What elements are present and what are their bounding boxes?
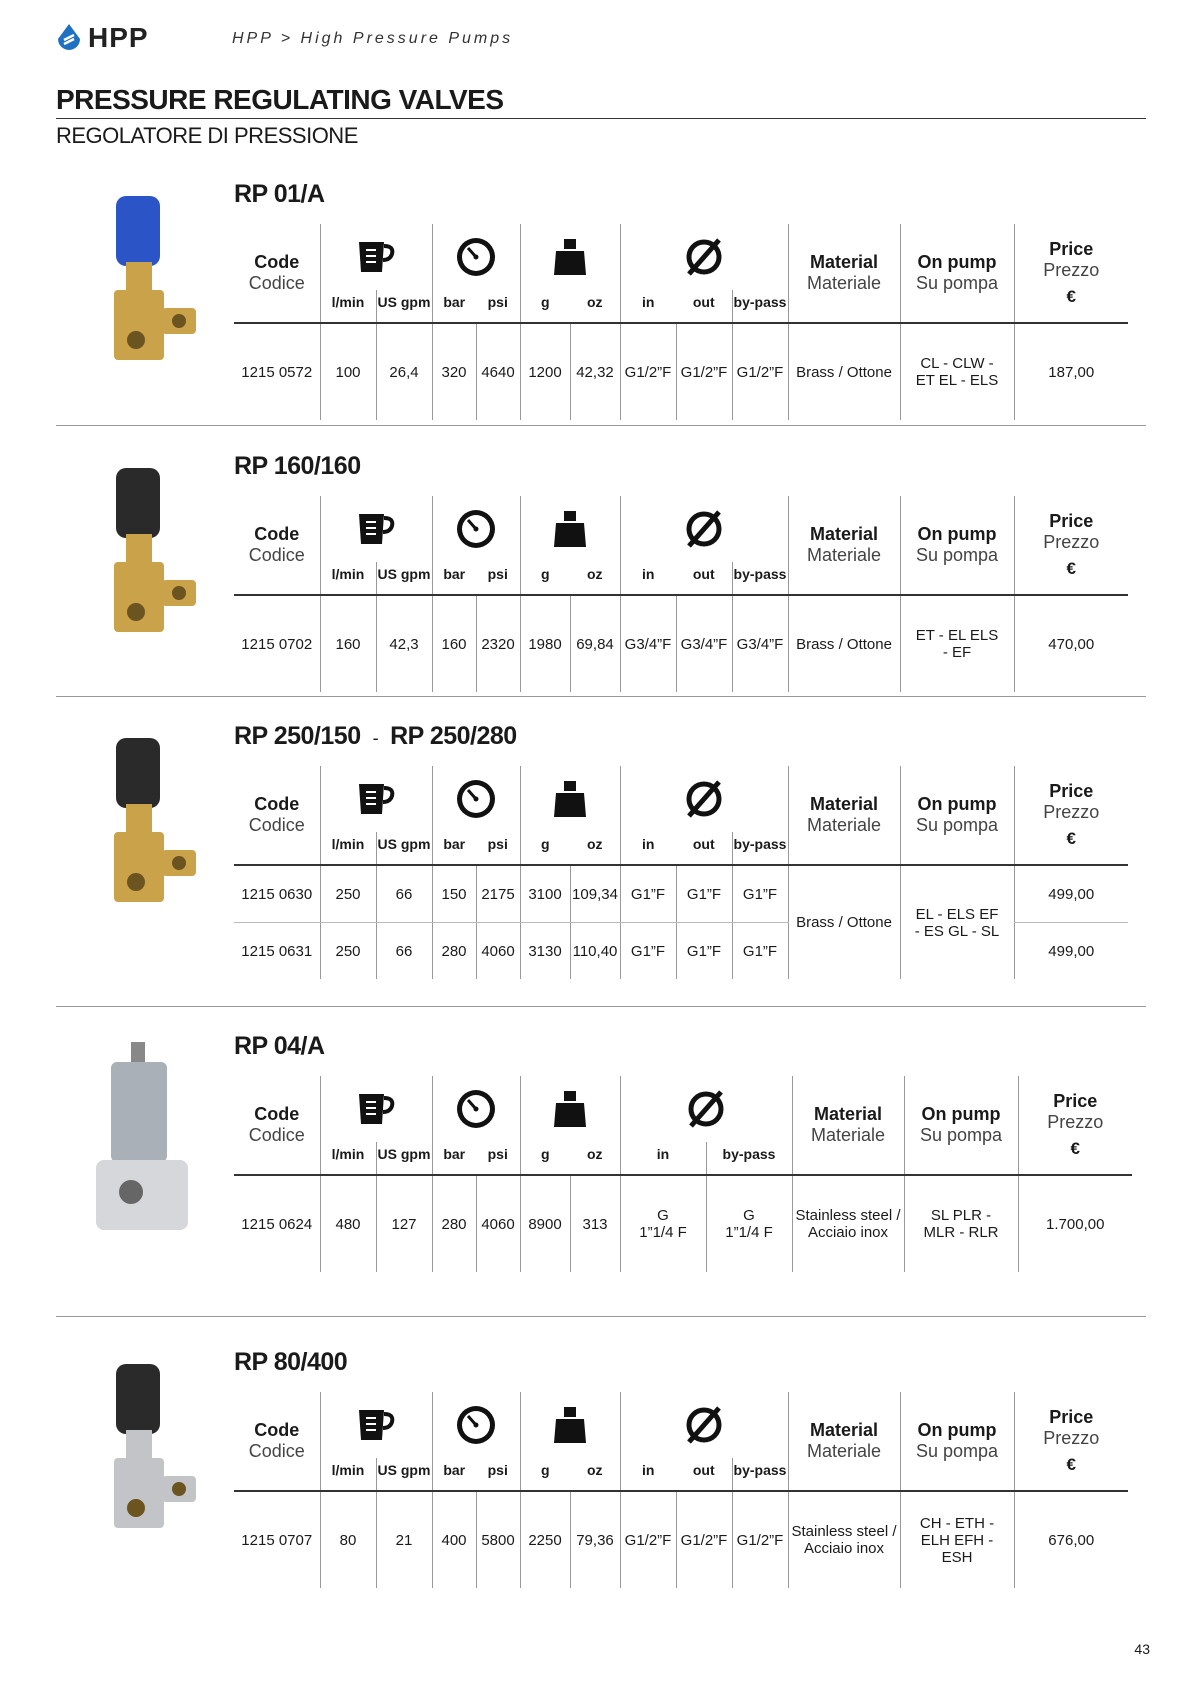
material-header: Material Materiale xyxy=(788,496,900,595)
product-block xyxy=(56,722,1146,962)
cell-onpump: CL - CLW - ET EL - ELS xyxy=(900,323,1014,420)
weight-header xyxy=(520,496,620,562)
cell-psi: 2320 xyxy=(476,595,520,692)
cell-price: 499,00 xyxy=(1014,923,1128,980)
pressure-gauge-icon xyxy=(455,1404,497,1446)
valve-image xyxy=(76,1358,206,1548)
subheader-g: g xyxy=(520,562,570,595)
price-header: Price Prezzo € xyxy=(1014,496,1128,595)
cell-bar: 280 xyxy=(432,1175,476,1272)
cell-usgpm: 42,3 xyxy=(376,595,432,692)
subheader-oz: oz xyxy=(570,1458,620,1491)
cell-price: 1.700,00 xyxy=(1018,1175,1132,1272)
spec-table xyxy=(234,1392,1128,1588)
subheader-psi: psi xyxy=(476,1458,520,1491)
section-divider xyxy=(56,1316,1146,1317)
cell-price: 499,00 xyxy=(1014,865,1128,923)
subheader-bypass: by-pass xyxy=(732,290,788,323)
cell-oz: 42,32 xyxy=(570,323,620,420)
cell-code: 1215 0630 xyxy=(234,865,320,923)
valve-image xyxy=(76,1042,206,1242)
cell-in: G 1”1/4 F xyxy=(620,1175,706,1272)
subheader-usgpm: US gpm xyxy=(376,832,432,865)
pressure-gauge-icon xyxy=(455,778,497,820)
product-name-text-2: RP 250/280 xyxy=(390,722,517,750)
page-subtitle: REGOLATORE DI PRESSIONE xyxy=(56,123,358,148)
hpp-logo xyxy=(56,22,149,54)
cell-material: Stainless steel / Acciaio inox xyxy=(788,1491,900,1588)
cell-lmin: 100 xyxy=(320,323,376,420)
table-row xyxy=(234,595,1128,692)
cell-bypass: G3/4”F xyxy=(732,595,788,692)
cell-in: G1/2”F xyxy=(620,1491,676,1588)
flow-jug-icon xyxy=(356,780,396,818)
valve-image xyxy=(76,190,206,380)
subheader-bypass: by-pass xyxy=(732,562,788,595)
pressure-header xyxy=(432,1076,520,1142)
onpump-header: On pump Su pompa xyxy=(900,766,1014,865)
subheader-psi: psi xyxy=(476,562,520,595)
subheader-lmin: l/min xyxy=(320,1142,376,1175)
pressure-gauge-icon xyxy=(455,508,497,550)
cell-bypass: G1”F xyxy=(732,865,788,923)
diameter-icon xyxy=(683,236,725,278)
section-divider xyxy=(56,425,1146,426)
spec-table xyxy=(234,1076,1132,1272)
product-name xyxy=(234,1348,347,1377)
weight-header xyxy=(520,1076,620,1142)
pressure-gauge-icon xyxy=(455,1088,497,1130)
flow-header xyxy=(320,766,432,832)
cell-in: G1”F xyxy=(620,865,676,923)
cell-price: 187,00 xyxy=(1014,323,1128,420)
title-block xyxy=(56,84,1146,149)
product-image xyxy=(76,462,226,657)
subheader-bypass: by-pass xyxy=(706,1142,792,1175)
cell-bypass: G 1”1/4 F xyxy=(706,1175,792,1272)
cell-usgpm: 66 xyxy=(376,865,432,923)
brand-text: HPP xyxy=(88,22,149,53)
subheader-g: g xyxy=(520,1458,570,1491)
connection-header xyxy=(620,224,788,290)
product-name xyxy=(234,452,361,481)
cell-oz: 109,34 xyxy=(570,865,620,923)
cell-code: 1215 0572 xyxy=(241,363,313,381)
pressure-header xyxy=(432,1392,520,1458)
material-header: Material Materiale xyxy=(788,1392,900,1491)
code-header: Code Codice xyxy=(234,1076,320,1175)
subheader-out: out xyxy=(676,290,732,323)
cell-bypass: G1”F xyxy=(732,923,788,980)
product-image xyxy=(76,1358,226,1553)
subheader-g: g xyxy=(520,832,570,865)
flow-header xyxy=(320,224,432,290)
subheader-oz: oz xyxy=(570,1142,620,1175)
connection-header xyxy=(620,496,788,562)
page-title: PRESSURE REGULATING VALVES xyxy=(56,84,1146,119)
cell-bypass: G1/2”F xyxy=(732,323,788,420)
diameter-icon xyxy=(683,1404,725,1446)
subheader-in: in xyxy=(620,1142,706,1175)
cell-psi: 4060 xyxy=(476,923,520,980)
connection-header xyxy=(620,1076,792,1142)
price-header: Price Prezzo € xyxy=(1014,1392,1128,1491)
weight-header xyxy=(520,1392,620,1458)
subheader-oz: oz xyxy=(570,832,620,865)
onpump-header: On pump Su pompa xyxy=(900,496,1014,595)
cell-usgpm: 66 xyxy=(376,923,432,980)
cell-lmin: 250 xyxy=(320,923,376,980)
weight-icon xyxy=(552,237,588,277)
product-block xyxy=(56,452,1146,692)
flow-jug-icon xyxy=(356,238,396,276)
product-block xyxy=(56,1032,1146,1272)
table-row xyxy=(234,865,1128,923)
cell-psi: 2175 xyxy=(476,865,520,923)
spec-table xyxy=(234,766,1128,979)
cell-code: 1215 0631 xyxy=(241,942,313,960)
diameter-icon xyxy=(685,1088,727,1130)
flow-jug-icon xyxy=(356,1406,396,1444)
subheader-psi: psi xyxy=(476,290,520,323)
subheader-lmin: l/min xyxy=(320,290,376,323)
cell-bar: 400 xyxy=(432,1491,476,1588)
cell-onpump: EL - ELS EF - ES GL - SL xyxy=(900,865,1014,979)
subheader-g: g xyxy=(520,290,570,323)
subheader-psi: psi xyxy=(476,1142,520,1175)
table-row xyxy=(234,1491,1128,1588)
valve-image xyxy=(76,732,206,922)
material-header: Material Materiale xyxy=(788,766,900,865)
cell-bypass: G1/2”F xyxy=(732,1491,788,1588)
cell-onpump: ET - EL ELS - EF xyxy=(900,595,1014,692)
product-name-text: RP 250/150 xyxy=(234,722,361,750)
cell-psi: 4640 xyxy=(476,323,520,420)
onpump-header: On pump Su pompa xyxy=(904,1076,1018,1175)
price-header: Price Prezzo € xyxy=(1018,1076,1132,1175)
subheader-psi: psi xyxy=(476,832,520,865)
cell-lmin: 250 xyxy=(320,865,376,923)
product-image xyxy=(76,1042,226,1247)
cell-g: 8900 xyxy=(520,1175,570,1272)
cell-code: 1215 0624 xyxy=(241,1215,313,1233)
subheader-bypass: by-pass xyxy=(732,1458,788,1491)
subheader-bar: bar xyxy=(432,1142,476,1175)
section-divider xyxy=(56,696,1146,697)
code-header: Code Codice xyxy=(234,496,320,595)
page-number: 43 xyxy=(1134,1641,1150,1657)
subheader-bar: bar xyxy=(432,562,476,595)
material-header: Material Materiale xyxy=(792,1076,904,1175)
cell-oz: 110,40 xyxy=(570,923,620,980)
cell-g: 3100 xyxy=(520,865,570,923)
subheader-oz: oz xyxy=(570,290,620,323)
subheader-in: in xyxy=(620,562,676,595)
cell-g: 1980 xyxy=(520,595,570,692)
product-image xyxy=(76,190,226,385)
cell-material: Brass / Ottone xyxy=(788,865,900,979)
flow-header xyxy=(320,1076,432,1142)
cell-usgpm: 127 xyxy=(376,1175,432,1272)
product-image xyxy=(76,732,226,927)
subheader-in: in xyxy=(620,1458,676,1491)
weight-header xyxy=(520,766,620,832)
flow-header xyxy=(320,496,432,562)
onpump-header: On pump Su pompa xyxy=(900,1392,1014,1491)
subheader-lmin: l/min xyxy=(320,832,376,865)
cell-oz: 79,36 xyxy=(570,1491,620,1588)
subheader-usgpm: US gpm xyxy=(376,1458,432,1491)
subheader-lmin: l/min xyxy=(320,1458,376,1491)
valve-image xyxy=(76,462,206,652)
cell-psi: 4060 xyxy=(476,1175,520,1272)
subheader-bar: bar xyxy=(432,1458,476,1491)
product-block xyxy=(56,1348,1146,1588)
cell-out: G1/2”F xyxy=(676,323,732,420)
subheader-bar: bar xyxy=(432,832,476,865)
code-header: Code Codice xyxy=(234,224,320,323)
subheader-bypass: by-pass xyxy=(732,832,788,865)
cell-material: Stainless steel / Acciaio inox xyxy=(792,1175,904,1272)
cell-bar: 150 xyxy=(432,865,476,923)
cell-lmin: 80 xyxy=(320,1491,376,1588)
weight-icon xyxy=(552,1405,588,1445)
product-name xyxy=(234,722,517,751)
cell-in: G1/2”F xyxy=(620,323,676,420)
pressure-header xyxy=(432,496,520,562)
pressure-header xyxy=(432,224,520,290)
product-name-text: RP 01/A xyxy=(234,180,325,208)
cell-out: G1”F xyxy=(676,923,732,980)
cell-usgpm: 26,4 xyxy=(376,323,432,420)
subheader-bar: bar xyxy=(432,290,476,323)
cell-code: 1215 0702 xyxy=(241,635,313,653)
cell-bar: 280 xyxy=(432,923,476,980)
price-header: Price Prezzo € xyxy=(1014,766,1128,865)
cell-oz: 313 xyxy=(570,1175,620,1272)
cell-material: Brass / Ottone xyxy=(788,323,900,420)
subheader-oz: oz xyxy=(570,562,620,595)
subheader-g: g xyxy=(520,1142,570,1175)
flow-jug-icon xyxy=(356,1090,396,1128)
subheader-usgpm: US gpm xyxy=(376,290,432,323)
section-divider xyxy=(56,1006,1146,1007)
cell-out: G1/2”F xyxy=(676,1491,732,1588)
cell-bar: 320 xyxy=(432,323,476,420)
breadcrumb[interactable]: HPP > High Pressure Pumps xyxy=(232,30,514,47)
table-row xyxy=(234,1175,1132,1272)
cell-onpump: SL PLR - MLR - RLR xyxy=(904,1175,1018,1272)
connection-header xyxy=(620,766,788,832)
subheader-lmin: l/min xyxy=(320,562,376,595)
code-header: Code Codice xyxy=(234,766,320,865)
product-name xyxy=(234,180,325,209)
cell-lmin: 480 xyxy=(320,1175,376,1272)
cell-in: G3/4”F xyxy=(620,595,676,692)
cell-g: 1200 xyxy=(520,323,570,420)
table-row xyxy=(234,323,1128,420)
cell-out: G1”F xyxy=(676,865,732,923)
product-name-text: RP 80/400 xyxy=(234,1348,348,1376)
cell-out: G3/4”F xyxy=(676,595,732,692)
cell-in: G1”F xyxy=(620,923,676,980)
weight-icon xyxy=(552,1089,588,1129)
subheader-out: out xyxy=(676,1458,732,1491)
material-header: Material Materiale xyxy=(788,224,900,323)
pressure-gauge-icon xyxy=(455,236,497,278)
cell-material: Brass / Ottone xyxy=(788,595,900,692)
cell-lmin: 160 xyxy=(320,595,376,692)
cell-price: 676,00 xyxy=(1014,1491,1128,1588)
cell-usgpm: 21 xyxy=(376,1491,432,1588)
spec-table xyxy=(234,496,1128,692)
subheader-in: in xyxy=(620,290,676,323)
onpump-header: On pump Su pompa xyxy=(900,224,1014,323)
price-header: Price Prezzo € xyxy=(1014,224,1128,323)
subheader-out: out xyxy=(676,562,732,595)
cell-psi: 5800 xyxy=(476,1491,520,1588)
diameter-icon xyxy=(683,778,725,820)
cell-oz: 69,84 xyxy=(570,595,620,692)
spec-table xyxy=(234,224,1128,420)
product-name-text: RP 160/160 xyxy=(234,452,361,480)
cell-g: 3130 xyxy=(520,923,570,980)
connection-header xyxy=(620,1392,788,1458)
flow-header xyxy=(320,1392,432,1458)
weight-header xyxy=(520,224,620,290)
name-separator: - xyxy=(372,728,379,748)
cell-onpump: CH - ETH - ELH EFH - ESH xyxy=(900,1491,1014,1588)
product-name-text: RP 04/A xyxy=(234,1032,325,1060)
product-block xyxy=(56,180,1146,420)
subheader-in: in xyxy=(620,832,676,865)
code-header: Code Codice xyxy=(234,1392,320,1491)
subheader-out: out xyxy=(676,832,732,865)
subheader-usgpm: US gpm xyxy=(376,1142,432,1175)
cell-price: 470,00 xyxy=(1014,595,1128,692)
cell-code: 1215 0707 xyxy=(241,1531,313,1549)
subheader-usgpm: US gpm xyxy=(376,562,432,595)
cell-g: 2250 xyxy=(520,1491,570,1588)
flow-jug-icon xyxy=(356,510,396,548)
weight-icon xyxy=(552,779,588,819)
page-header xyxy=(56,22,1146,62)
diameter-icon xyxy=(683,508,725,550)
pressure-header xyxy=(432,766,520,832)
drop-logo-icon xyxy=(56,23,82,53)
weight-icon xyxy=(552,509,588,549)
cell-bar: 160 xyxy=(432,595,476,692)
product-name xyxy=(234,1032,325,1061)
